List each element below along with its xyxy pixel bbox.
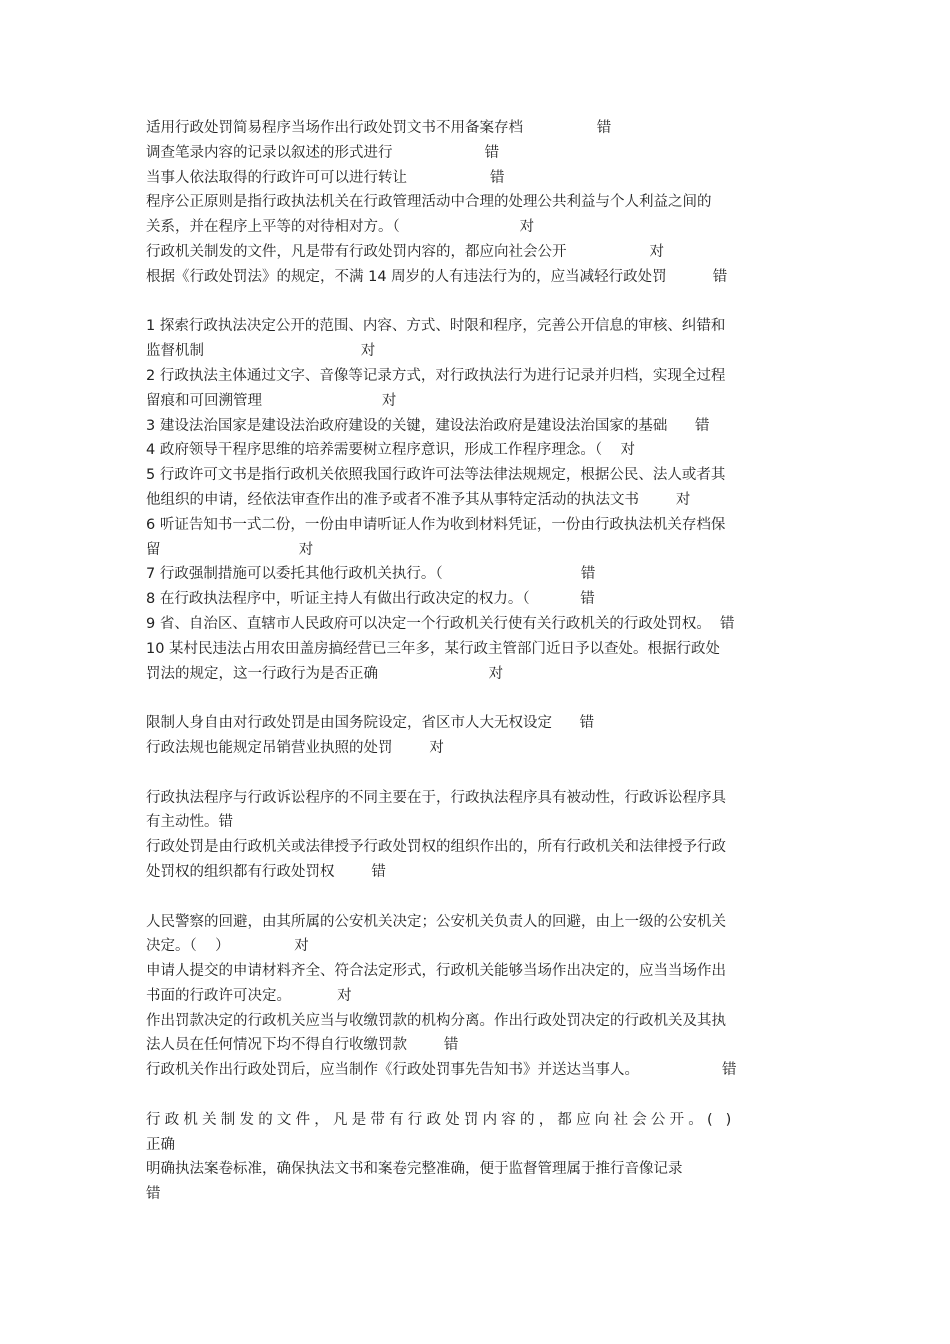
text-line: 限制人身自由对行政处罚是由国务院设定，省区市人大无权设定 错 bbox=[146, 715, 595, 732]
text-line: 程序公正原则是指行政执法机关在行政管理活动中合理的处理公共利益与个人利益之间的 bbox=[146, 194, 712, 211]
text-line: 法人员在任何情况下均不得自行收缴罚款 错 bbox=[146, 1037, 459, 1054]
text-line: 决定。（ ） 对 bbox=[146, 938, 309, 955]
text-line: 1 探索行政执法决定公开的范围、内容、方式、时限和程序，完善公开信息的审核、纠错和 bbox=[146, 318, 726, 335]
text-line: 根据《行政处罚法》的规定，不满 14 周岁的人有违法行为的，应当减轻行政处罚 错 bbox=[146, 268, 728, 285]
text-line: 当事人依法取得的行政许可可以进行转让 错 bbox=[146, 169, 505, 186]
spaced-text: 行政机关制发的文件，凡是带有行政处罚内容的，都应向社会公开。( ) bbox=[146, 1111, 736, 1128]
text-line: 行政机关制发的文件，凡是带有行政处罚内容的，都应向社会公开 对 bbox=[146, 243, 664, 260]
text-line: 申请人提交的申请材料齐全、符合法定形式，行政机关能够当场作出决定的，应当当场作出 bbox=[146, 963, 726, 980]
text-line: 他组织的申请，经依法审查作出的准予或者不准予其从事特定活动的执法文书 对 bbox=[146, 491, 691, 508]
text-line: 行政法规也能规定吊销营业执照的处罚 对 bbox=[146, 739, 444, 756]
document-body bbox=[146, 116, 810, 1207]
text-line: 关系，并在程序上平等的对待相对方。（ 对 bbox=[146, 219, 535, 236]
text-line: 书面的行政许可决定。 对 bbox=[146, 987, 352, 1004]
text-line: 4 政府领导干程序思维的培养需要树立程序意识，形成工作程序理念。（ 对 bbox=[146, 442, 636, 459]
text-line: 适用行政处罚简易程序当场作出行政处罚文书不用备案存档 错 bbox=[146, 120, 612, 136]
text-line: 留 对 bbox=[146, 541, 314, 558]
text-line: 处罚权的组织都有行政处罚权 错 bbox=[146, 863, 386, 880]
blank-line bbox=[146, 290, 810, 315]
blank-line bbox=[146, 686, 810, 711]
text-line: 行政处罚是由行政机关或法律授予行政处罚权的组织作出的，所有行政机关和法律授予行政 bbox=[146, 839, 726, 856]
text-line: 行政机关作出行政处罚后，应当制作《行政处罚事先告知书》并送达当事人。 错 bbox=[146, 1062, 737, 1079]
text-line: 8 在行政执法程序中，听证主持人有做出行政决定的权力。（ 错 bbox=[146, 591, 595, 608]
text-line: 罚法的规定，这一行政行为是否正确 对 bbox=[146, 665, 504, 682]
blank-line bbox=[146, 1083, 810, 1108]
text-line: 行政执法程序与行政诉讼程序的不同主要在于，行政执法程序具有被动性，行政诉讼程序具 bbox=[146, 789, 726, 806]
text-line: 6 听证告知书一式二份，一份由申请听证人作为收到材料凭证，一份由行政执法机关存档保 bbox=[146, 516, 726, 533]
text-line: 有主动性。错 bbox=[146, 814, 233, 831]
text-line: 正确 bbox=[146, 1136, 175, 1153]
text-line: 2 行政执法主体通过文字、音像等记录方式，对行政执法行为进行记录并归档，实现全过程 bbox=[146, 367, 726, 384]
blank-line bbox=[146, 885, 810, 910]
text-line: 错 bbox=[146, 1186, 161, 1203]
text-line: 调查笔录内容的记录以叙述的形式进行 错 bbox=[146, 144, 500, 161]
text-line: 作出罚款决定的行政机关应当与收缴罚款的机构分离。作出行政处罚决定的行政机关及其执 bbox=[146, 1012, 726, 1029]
text-line: 监督机制 对 bbox=[146, 343, 376, 360]
text-line: 10 某村民违法占用农田盖房搞经营已三年多，某行政主管部门近日予以查处。根据行政处 bbox=[146, 640, 721, 657]
text-line: 3 建设法治国家是建设法治政府建设的关键，建设法治政府是建设法治国家的基础 错 bbox=[146, 417, 710, 434]
text-line: 留痕和可回溯管理 对 bbox=[146, 392, 397, 409]
text-line: 明确执法案卷标准，确保执法文书和案卷完整准确，便于监督管理属于推行音像记录 bbox=[146, 1161, 683, 1178]
text-line: 5 行政许可文书是指行政机关依照我国行政许可法等法律法规规定，根据公民、法人或者其 bbox=[146, 467, 726, 484]
text-line-spaced bbox=[146, 1108, 810, 1133]
text-line: 7 行政强制措施可以委托其他行政机关执行。（ 错 bbox=[146, 566, 596, 583]
text-line: 人民警察的回避，由其所属的公安机关决定；公安机关负责人的回避，由上一级的公安机关 bbox=[146, 913, 726, 930]
blank-line bbox=[146, 761, 810, 786]
text-line: 9 省、自治区、直辖市人民政府可以决定一个行政机关行使有关行政机关的行政处罚权。 错 bbox=[146, 615, 735, 632]
